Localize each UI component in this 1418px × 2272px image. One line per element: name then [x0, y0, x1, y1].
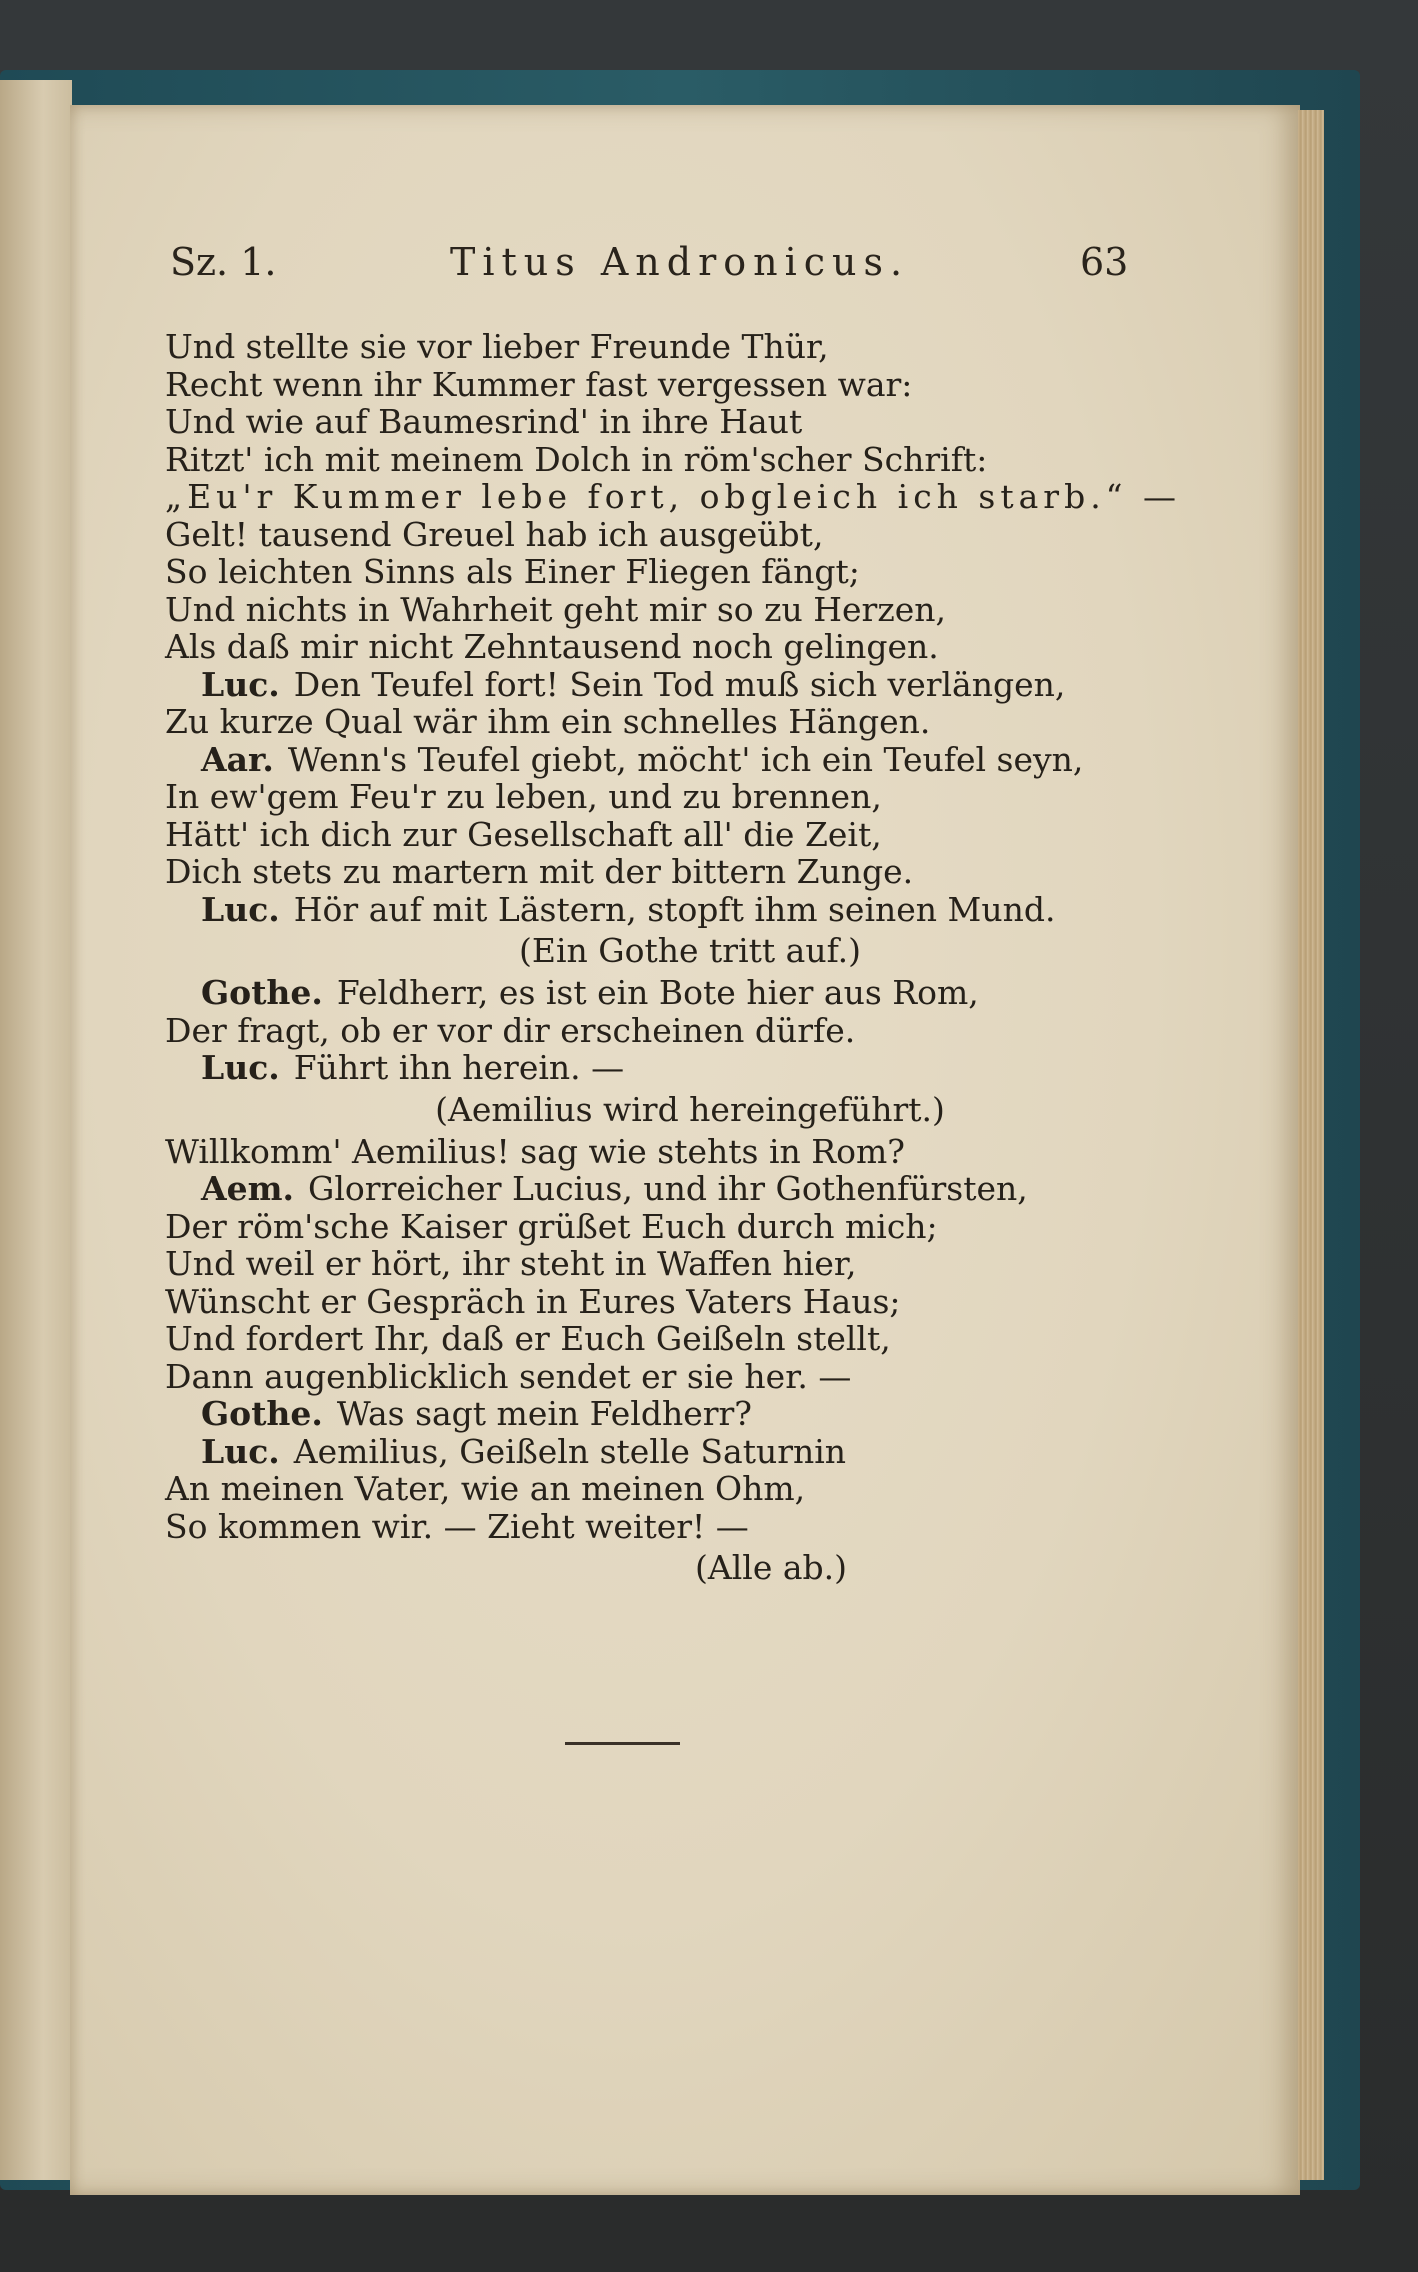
speech-line [165, 1049, 1145, 1087]
verse-line-spaced: „Eu'r Kummer lebe fort, obgleich ich starb.“ — [165, 477, 1182, 516]
verse-line: So kommen wir. — Zieht weiter! — [165, 1506, 749, 1546]
speech-text: Hör auf mit Lästern, stopft ihm seinen Mund. [293, 889, 1056, 929]
speech-text: Aemilius, Geißeln stelle Saturnin [293, 1431, 847, 1471]
speech-text: Was sagt mein Feldherr? [336, 1394, 752, 1433]
running-header [170, 240, 1130, 300]
verse-line: Der fragt, ob er vor dir erscheinen dürfe. [165, 1010, 856, 1050]
verse-line: Willkomm' Aemilius! sag wie stehts in Rom? [165, 1131, 905, 1171]
verse-line: Als daß mir nicht Zehntausend noch gelingen. [165, 627, 939, 666]
stage-direction: (Alle ab.) [695, 1548, 847, 1587]
speaker-name: Luc. [201, 664, 280, 704]
verse-line: Wünscht er Gespräch in Eures Vaters Haus; [165, 1281, 901, 1321]
verse-line: Und wie auf Baumesrind' in ihre Haut [165, 402, 803, 441]
verse-line: Und stellte sie vor lieber Freunde Thür, [165, 327, 829, 366]
speech-line [165, 974, 1145, 1012]
speech-text: Wenn's Teufel giebt, möcht' ich ein Teufel seyn, [287, 739, 1084, 779]
verse-line: Zu kurze Qual wär ihm ein schnelles Hängen. [165, 702, 931, 741]
speech-text: Feldherr, es ist ein Bote hier aus Rom, [336, 973, 979, 1012]
speaker-name: Luc. [201, 1431, 280, 1471]
verse-line: Recht wenn ihr Kummer fast vergessen war: [165, 364, 913, 404]
verse-line: Dich stets zu martern mit der bittern Zunge. [165, 852, 914, 891]
speech-line [165, 891, 1145, 929]
scene-marker: Sz. 1. [170, 240, 277, 284]
speaker-name: Aar. [201, 739, 274, 779]
speaker-name: Aem. [201, 1169, 295, 1208]
verse-line: Gelt! tausend Greuel hab ich ausgeübt, [165, 514, 824, 554]
verse-line: An meinen Vater, wie an meinen Ohm, [165, 1469, 806, 1508]
speech-line [165, 666, 1145, 704]
left-page-edge [0, 80, 72, 2180]
verse-line: Dann augenblicklich sendet er sie her. — [165, 1356, 852, 1396]
speaker-name: Luc. [201, 889, 280, 929]
speaker-name: Gothe. [201, 973, 323, 1012]
page-number: 63 [1080, 240, 1129, 284]
speech-text: Führt ihn herein. — [293, 1048, 625, 1087]
verse-line: Ritzt' ich mit meinem Dolch in röm'scher Schrift: [165, 439, 988, 479]
speech-line [165, 741, 1145, 779]
page-stack-edge [1298, 110, 1324, 2180]
speaker-name: Luc. [201, 1048, 280, 1087]
verse-line: Und nichts in Wahrheit geht mir so zu Herzen, [165, 589, 946, 629]
stage-direction: (Aemilius wird hereingeführt.) [435, 1089, 945, 1129]
verse-line: So leichten Sinns als Einer Fliegen fängt; [165, 552, 860, 591]
speech-line [165, 1395, 1145, 1433]
verse-line: In ew'gem Feu'r zu leben, und zu brennen, [165, 777, 882, 816]
speech-line [165, 1170, 1145, 1208]
verse-line: Der röm'sche Kaiser grüßet Euch durch mich; [165, 1206, 938, 1246]
verse-line: Und fordert Ihr, daß er Euch Geißeln stellt, [165, 1319, 891, 1358]
verse-line: Und weil er hört, ihr steht in Waffen hier, [165, 1244, 857, 1283]
verse-line: Hätt' ich dich zur Gesellschaft all' die Zeit, [165, 814, 882, 854]
speech-text: Den Teufel fort! Sein Tod muß sich verlängen, [293, 664, 1066, 704]
play-text [165, 327, 1182, 1591]
speaker-name: Gothe. [201, 1394, 323, 1433]
running-title: Titus Andronicus. [450, 240, 910, 284]
stage-direction: (Ein Gothe tritt auf.) [519, 931, 861, 970]
speech-text: Glorreicher Lucius, und ihr Gothenfürsten, [308, 1169, 1028, 1208]
speech-line [165, 1433, 1145, 1471]
section-end-rule [565, 1742, 680, 1745]
